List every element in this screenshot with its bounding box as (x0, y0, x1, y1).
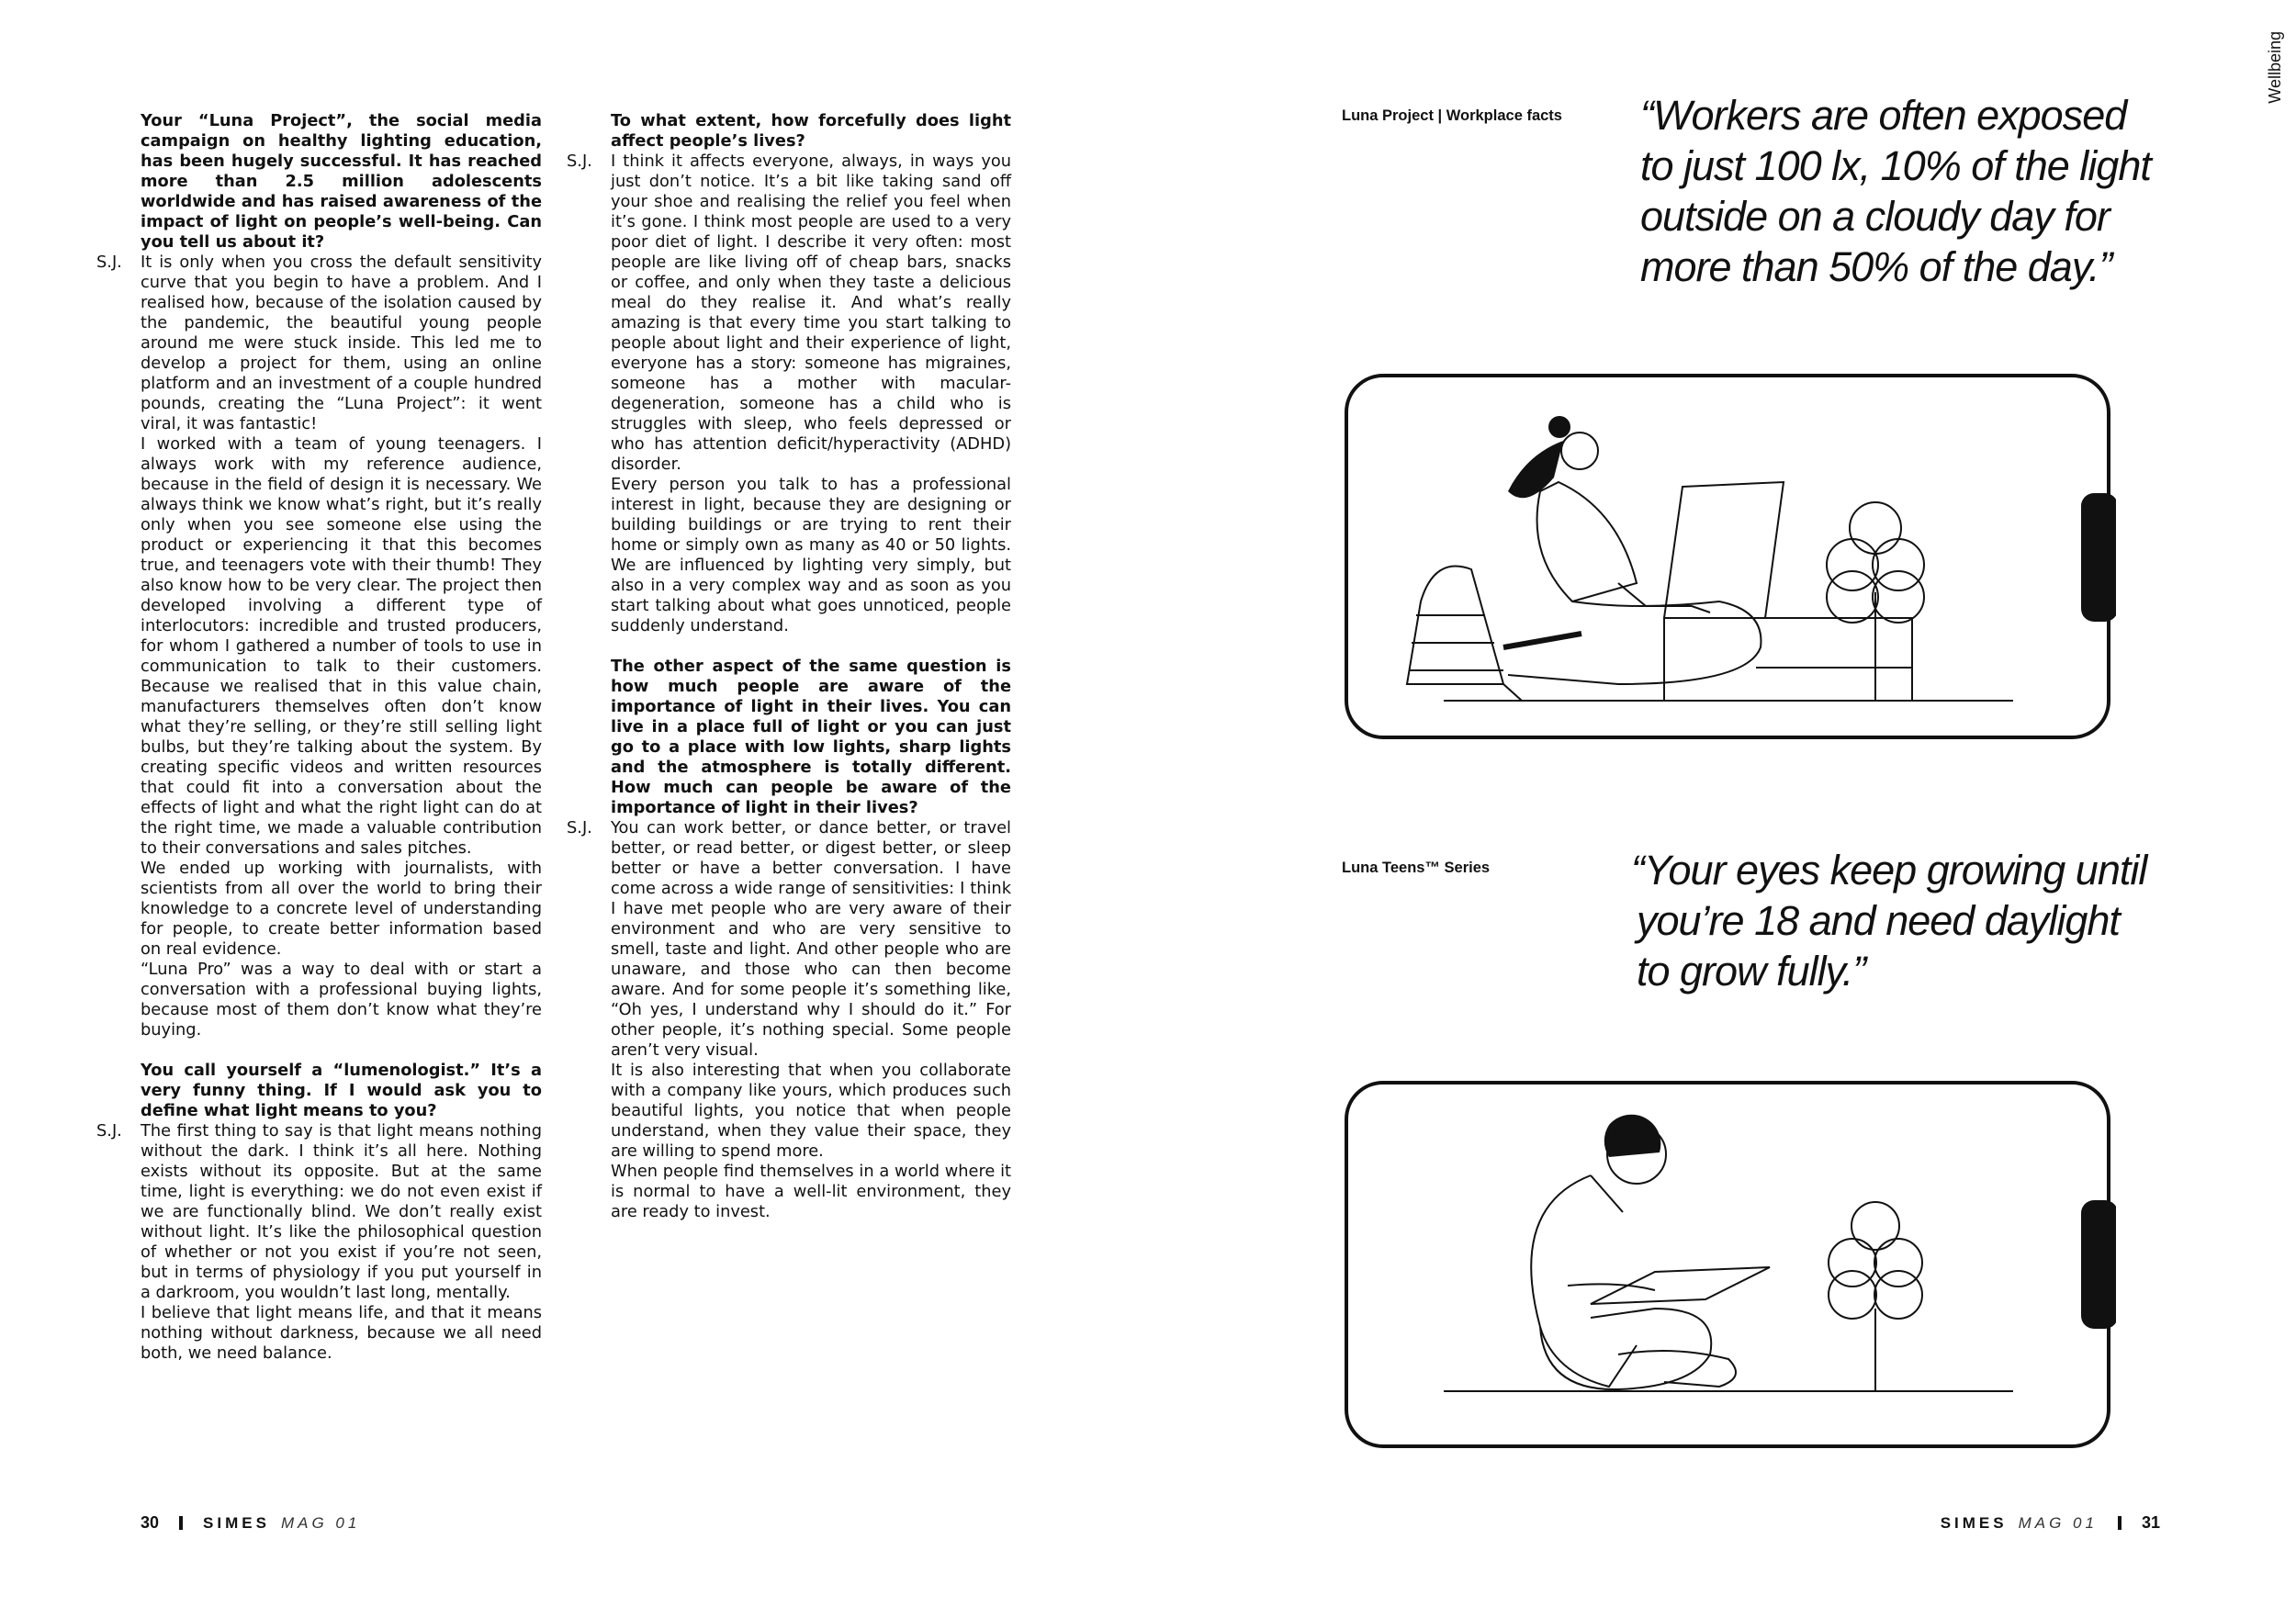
answer-paragraph: You can work better, or dance better, or travel better, or read better, or digest better, or sleep better or have a better conversation. I have come across a wide range of sensitivities: I think I have met people who are very aware of their environment and who are very sensitive to smell, taste and light. And other people who are unaware, and those who can then become aware. And for some people it’s something like, “Oh yes, I understand why I should do it.” For other people, it’s nothing special. Some people aren’t very visual. (611, 818, 1011, 1060)
speaker-label: S.J. (96, 1121, 122, 1141)
answer-paragraph: I believe that light means life, and that it means nothing without darkness, because we all need both, we need balance. (141, 1303, 542, 1363)
answer-paragraph: We ended up working with journalists, with scientists from all over the world to bring their knowledge to a concrete level of understanding for people, to create better information based on real evidence. (141, 859, 542, 959)
answer-paragraph: Every person you talk to has a professional interest in light, because they are designing or building buildings or are trying to rent their home or simply own as many as 40 or 50 lights. We are influenced by lighting very simply, but also in a very complex way and as soon as you start talking about what goes unnoticed, people suddenly understand. (611, 475, 1011, 635)
block1-quote (1640, 90, 2151, 292)
answer-paragraph: I worked with a team of young teenagers. I always work with my reference audience, because in the field of design it is necessary. We always think we know what’s right, but it’s really only when you see someone else using the product or experiencing it that this becomes true, and teenagers vote with their thumb! They also know how to be very clear. The project then developed involving a different type of interlocutors: incredible and trusted producers, for whom I gathered a number of tools to use in communication to talk to their customers. Because we realised that in this value chain, manufacturers themselves often don’t know what they’re selling, or they’re still selling light bulbs, but they’re talking about the system. By creating specific videos and written resources that could fit into a conversation about the effects of light and what the right light can do at the right time, we made a valuable contribution to their conversations and sales pitches. (141, 434, 542, 858)
answer-paragraph: The first thing to say is that light means nothing without the dark. I think it’s all here. Nothing exists without its opposite. But at the same time, light is everything: we do not even exist if we are functionally blind. We don’t really exist without light. It’s like the philosophical question of whether or not you exist if you’re not seen, but in terms of physiology if you put yourself in a darkroom, you wouldn’t last long, mentally. (141, 1121, 542, 1302)
column-2 (567, 111, 1011, 1222)
block1-tag: Luna Project | Workplace facts (1342, 107, 1562, 124)
answer-paragraph: “Luna Pro” was a way to deal with or start a conversation with a professional buying lights, because most of them don’t know what they’re buying. (141, 960, 542, 1039)
quote-line: you’re 18 and need daylight (1637, 897, 2120, 944)
magazine-issue: MAG 01 (280, 1513, 361, 1532)
quote-line: “Workers are often exposed (1640, 92, 2127, 139)
quote-line: more than 50% of the day.” (1640, 243, 2112, 290)
footer-divider (2118, 1516, 2122, 1530)
question-4: The other aspect of the same question is how much people are aware of the importance of light in their lives. You can live in a place full of light or you can just go to a place with low lights, sharp lights and the atmosphere is totally different. How much can people be aware of the importance of light in their lives? (611, 657, 1011, 817)
column-1 (96, 111, 542, 1364)
answer-paragraph: It is only when you cross the default sensitivity curve that you begin to have a problem. And I realised how, because of the isolation caused by the pandemic, the beautiful young people around me were stuck inside. This led me to develop a project for them, using an online platform and an investment of a couple hundred pounds, creating the “Luna Project”: it went viral, it was fantastic! (141, 253, 542, 433)
block2-tag: Luna Teens™ Series (1342, 860, 1491, 876)
footer-right (1941, 1513, 2160, 1533)
answer-3 (567, 152, 1011, 636)
page-number: 30 (141, 1513, 160, 1532)
speaker-label: S.J. (567, 152, 592, 171)
answer-4 (567, 818, 1011, 1222)
reading-illustration (1343, 1079, 2116, 1451)
quote-line: “Your eyes keep growing until (1631, 847, 2147, 893)
brand-name: SIMES (1940, 1513, 2008, 1532)
block2-quote (1631, 845, 2146, 996)
page-number: 31 (2141, 1513, 2160, 1532)
speaker-label: S.J. (96, 253, 122, 272)
answer-paragraph: I think it affects everyone, always, in ways you just don’t notice. It’s a bit like taking sand off your shoe and realising the relief you feel when it’s gone. I think most people are used to a very poor diet of light. I describe it very often: most people are like living off of cheap bars, snacks or coffee, and only when they taste a delicious meal do they realise it. And what’s really amazing is that every time you start talking to people about light and their experience of light, everyone has a story: someone has migraines, someone has a mother with macular-degeneration, someone has a child who is struggles with sleep, who feels depressed or who has attention deficit/hyperactivity (ADHD) disorder. (611, 152, 1011, 474)
question-3: To what extent, how forcefully does light affect people’s lives? (611, 111, 1011, 151)
workplace-illustration (1343, 372, 2116, 739)
question-1: Your “Luna Project”, the social media campaign on healthy lighting education, has been hugely successful. It has reached more than 2.5 million adolescents worldwide and has raised awareness of the impact of light on people’s well-being. Can you tell us about it? (141, 111, 542, 252)
section-label: Wellbeing (2266, 31, 2284, 104)
footer-left (141, 1513, 360, 1533)
quote-line: to just 100 lx, 10% of the light (1640, 142, 2151, 189)
answer-2 (96, 1121, 542, 1364)
answer-paragraph: When people find themselves in a world where it is normal to have a well-lit environment, they are ready to invest. (611, 1162, 1011, 1221)
answer-1 (96, 253, 542, 1040)
answer-paragraph: It is also interesting that when you collaborate with a company like yours, which produces such beautiful lights, you notice that when people understand, when they value their space, they are willing to spend more. (611, 1061, 1011, 1161)
footer-divider (179, 1516, 183, 1530)
brand-name: SIMES (203, 1513, 270, 1532)
quote-line: to grow fully.” (1637, 948, 1866, 995)
quote-line: outside on a cloudy day for (1640, 193, 2110, 240)
magazine-issue: MAG 01 (2018, 1513, 2098, 1532)
question-2: You call yourself a “lumenologist.” It’s a very funny thing. If I would ask you to define what light means to you? (141, 1061, 542, 1120)
speaker-label: S.J. (567, 818, 592, 837)
